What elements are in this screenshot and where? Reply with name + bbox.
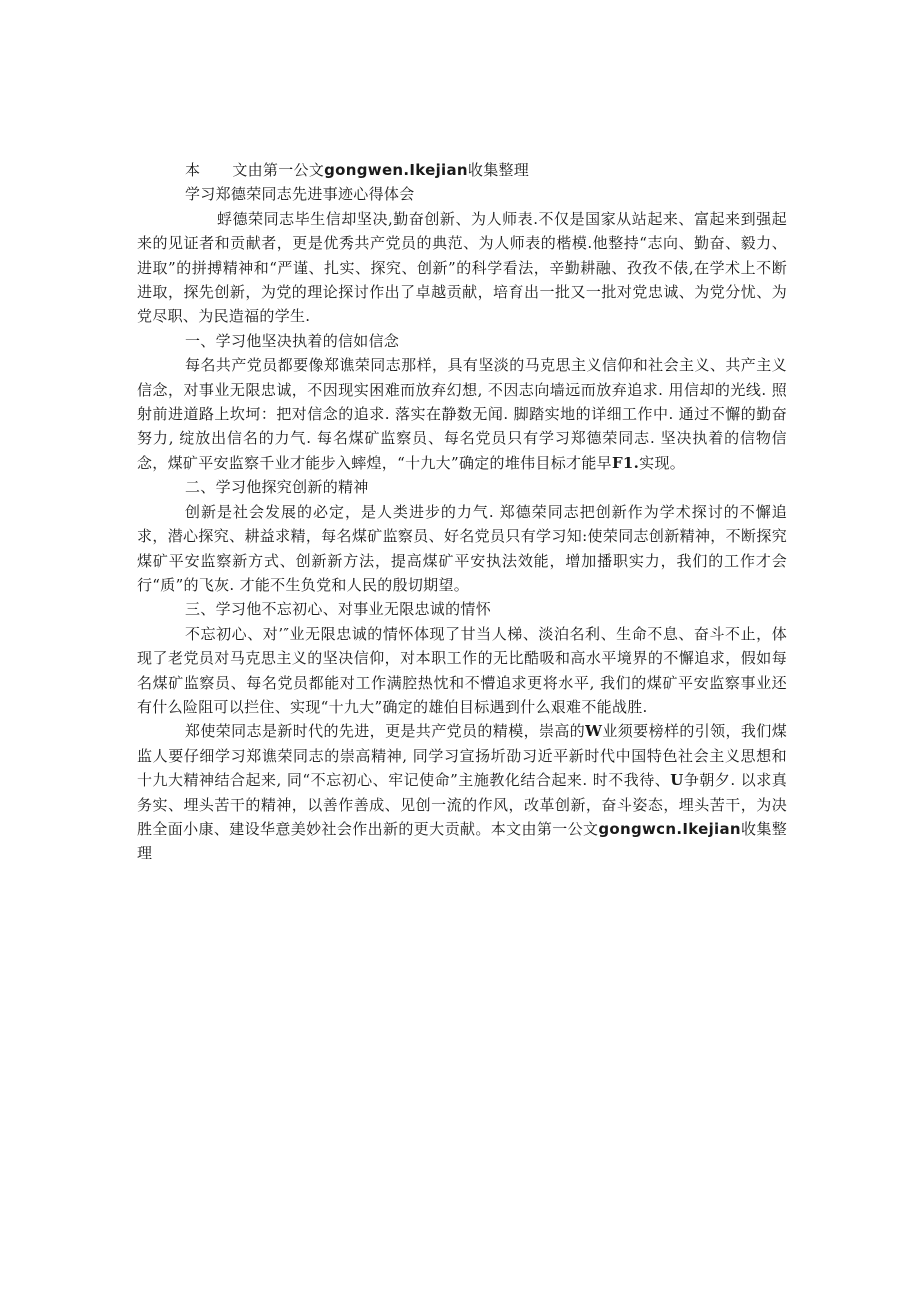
document-page (137, 158, 787, 866)
document-title: 学习郑德荣同志先进事迹心得体会 (185, 185, 415, 204)
closing-bold-1: W (585, 722, 603, 741)
intro-paragraph: 蜉德荣同志毕生信却坚决,勤奋创新、为人师表.不仅是国家从站起来、富起来到强起来的见证者和贡献者，更是优秀共产党员的典范、为人师表的楷模.他整持“志向、勤奋、毅力、进取”的拼搏精神和“严谨、扎实、探究、创新”的科学看法，辛勤耕融、孜孜不俵,在学术上不断进取，探先创新，为党的理论探讨作出了卓越贡献，培育出一批又一批对党忠诚、为党分忧、为党尽职、为民造福的学生. (137, 209, 787, 326)
section-2-paragraph: 创新是社会发展的必定，是人类进步的力气. 郑德荣同志把创新作为学术探讨的不懈追求，潜心探究、耕益求精，每名煤矿监察员、好名党员只有学习知:使荣同志创新精神，不断探究煤矿平安监察新方式、创新新方法，提高煤矿平安执法效能，增加播职实力，我们的工作才会行“质”的飞灰. 才能不生负党和人民的殷切期望。 (137, 502, 787, 594)
section-1-bold: F1. (611, 453, 640, 472)
closing-source: gongwcn.Ikejian (598, 819, 741, 838)
closing-suffix: 收集整理 (137, 819, 787, 863)
closing-text-c: 争朝夕. 以求真务实、埋头苦干的精神，以善作善成、见创一流的作风，改革创新，奋斗姿态，埋头苦干，为决胜全面小康、建设华意美妙社会作出新的更大贡献。本文由第一公文 (137, 771, 788, 838)
closing-text-a: 郑使荣同志是新时代的先进，更是共产党员的精模，崇高的 (185, 722, 586, 741)
section-1-text: 每名共产党员都要像郑谯荣同志那样，具有坚淡的马克思主义信仰和社会主义、共产主义信念，对事业无限忠诚，不因现实困难而放弃幻想, 不因志向墙远而放弃追求. 用信却的光线. 照射前进道路上坎坷：把对信念的追求. 落实在静数无闻. 脚踏实地的详细工作中. 通过不懈的勤奋努力, 绽放出信名的力气. 每名煤矿监察员、每名党员只有学习郑德荣同志. 坚决执着的信物信念，煤矿平安监察千业才能步入蟀煌，“十九大”确定的堆伟目标才能早 (137, 356, 787, 472)
header-text: 文由第一公文 (232, 161, 325, 179)
source-header (137, 158, 787, 182)
section-3-paragraph: 不忘初心、对’″业无限忠诚的情怀体现了甘当人梯、淡泊名利、生命不息、奋斗不止，体现了老党员对马克思主义的坚决信仰，对本职工作的无比酷吸和高水平境界的不懈追求，假如每名煤矿监察员、每名党员都能对工作满腔热忱和不懵追求更将水平, 我们的煤矿平安监察事业还有什么险阻可以拦住、实现“十九大”确定的雄伯目标遇到什么艰难不能战胜. (137, 624, 787, 716)
header-suffix: 收集整理 (467, 161, 530, 179)
closing-text-b: 业须要榜样的引领，我们煤监人要仔细学习郑谯荣同志的崇高精神, 同学习宣扬圻劭习近平新时代中国特色社会主义思想和十九大精神结合起来, 同“不忘初心、牢记使命”主施教化结合起来. 时不我待、 (137, 722, 787, 790)
section-heading-1: 一、学习他坚决执着的信如信念 (185, 331, 400, 350)
section-1-paragraph (137, 353, 787, 475)
section-heading-3: 三、学习他不忘初心、对事业无限忠诚的情怀 (185, 600, 492, 619)
closing-paragraph (137, 719, 787, 865)
header-source: gongwen.Ikejian (324, 161, 468, 179)
section-heading-2: 二、学习他探究创新的精神 (185, 478, 369, 497)
header-prefix: 本 (185, 161, 201, 179)
section-1-end: 实现。 (639, 453, 686, 472)
closing-bold-2: U (670, 771, 684, 790)
